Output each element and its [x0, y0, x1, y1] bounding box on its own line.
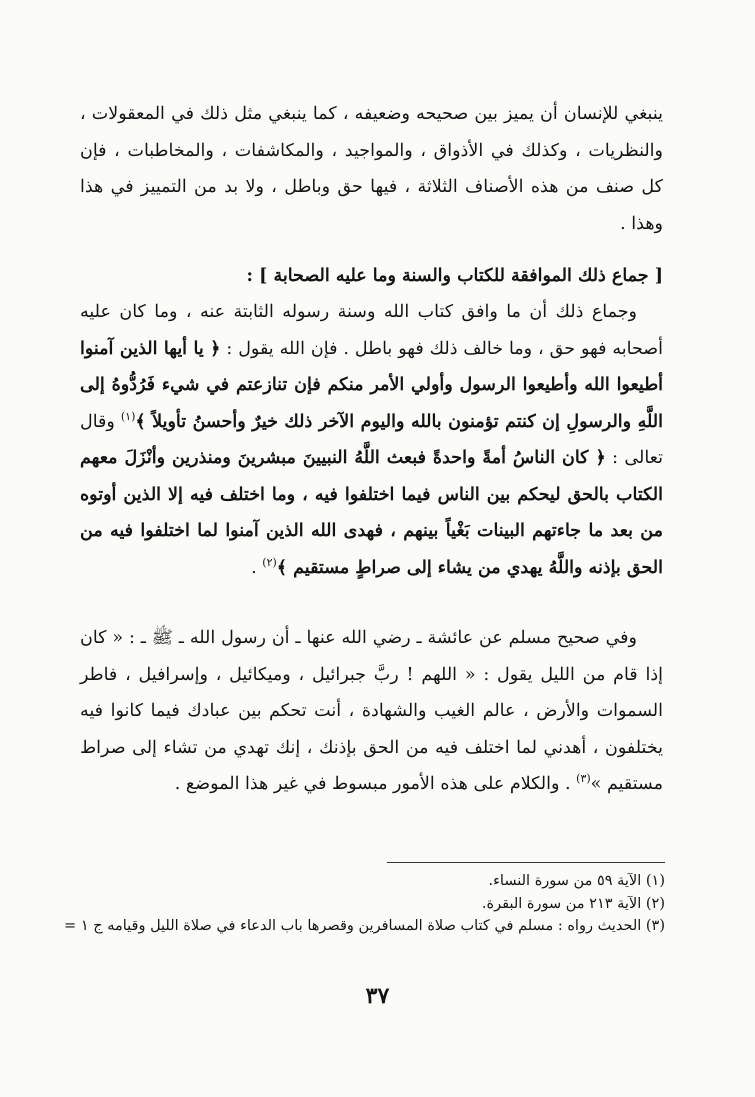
paragraph-2-connector: وقال تعالى :	[80, 411, 663, 468]
paragraph-2	[80, 294, 663, 586]
paragraph-3-end: . والكلام على هذه الأمور مبسوط في غير هذا الموضع .	[174, 774, 571, 794]
paragraph-2-intro: وجماع ذلك أن ما وافق كتاب الله وسنة رسوله الثابتة عنه ، وما كان عليه أصحابه فهو حق ، وما خالف ذلك فهو باطل . فإن الله يقول :	[80, 302, 663, 359]
quran-verse-2: ﴿ كان الناسُ أمةً واحدةً فبعث اللَّهُ النبيينَ مبشرينَ ومنذرين وأنْزَلَ معهم الكتاب بالحق ليحكم بين الناس فيما اختلفوا فيه ، وما اختلف فيه إلا الذين أوتوه من بعد ما جاءتهم البينات بَغْياً بينهم ، فهدى الله الذين آمنوا لما اختلفوا فيه من الحق بإذنه واللَّهُ يهدي من يشاء إلى صراطٍ مستقيم ﴾	[80, 448, 663, 578]
paragraph-2-end: .	[251, 557, 257, 578]
footnote-ref-3: (٣)	[576, 772, 591, 786]
paragraph-3	[80, 620, 663, 803]
hadith-text: وفي صحيح مسلم عن عائشة ـ رضي الله عنها ـ أن رسول الله ـ ﷺ ـ : « كان إذا قام من الليل يقول : « اللهم ! ربَّ جبرائيل ، وميكائيل ، وإسرافيل ، فاطر السموات والأرض ، عالم الغيب والشهادة ، أنت تحكم بين عبادك فيما كانوا فيه يختلفون ، أهدني لما اختلف فيه من الحق بإذنك ، إنك تهدي من تشاء إلى صراط مستقيم »	[80, 628, 663, 794]
footnotes	[64, 870, 665, 938]
quran-verse-1: ﴿ يا أيها الذين آمنوا أطيعوا الله وأطيعوا الرسول وأولي الأمر منكم فإن تنازعتم في شيء فَرُدُّوهُ إلى اللَّهِ والرسولِ إن كنتم تؤمنون بالله واليوم الآخر ذلك خيرٌ وأحسنُ تأويلاً ﴾	[80, 338, 663, 432]
footnote-ref-2: (٢)	[262, 555, 277, 569]
paragraph-1: ينبغي للإنسان أن يميز بين صحيحه وضعيفه ، كما ينبغي مثل ذلك في المعقولات ، والنظريات ، وكذلك في الأذواق ، والمواجيد ، والمكاشفات ، والمخاطبات ، فإن كل صنف من هذه الأصناف الثلاثة ، فيها حق وباطل ، ولا بد من التمييز في هذا وهذا .	[80, 104, 663, 234]
footnote-ref-1: (١)	[120, 409, 136, 423]
footnote-divider	[387, 862, 665, 863]
footnote-2: (٢) الآية ٢١٣ من سورة البقرة.	[481, 895, 665, 912]
footnote-3: (٣) الحديث رواه : مسلم في كتاب صلاة المسافرين وقصرها باب الدعاء في صلاة الليل وقيامه ج ١ =	[64, 918, 665, 934]
section-heading: [ جماع ذلك الموافقة للكتاب والسنة وما عليه الصحابة ] :	[246, 266, 663, 286]
page-number: ٣٧	[365, 983, 390, 1009]
footnote-1: (١) الآية ٥٩ من سورة النساء.	[488, 873, 665, 889]
